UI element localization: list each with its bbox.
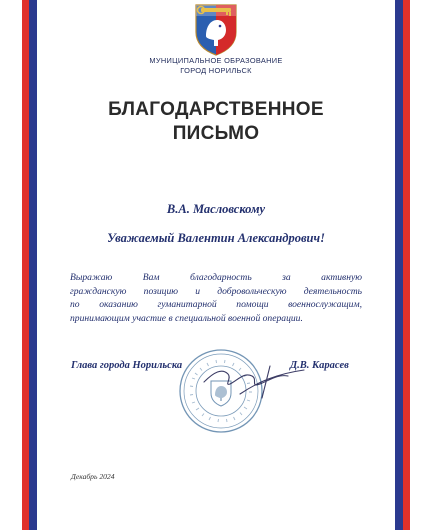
right-red-border <box>403 0 410 530</box>
letter-date: Декабрь 2024 <box>71 472 115 481</box>
letter-body <box>70 271 362 325</box>
letter-title <box>40 98 392 146</box>
letter-body-line: принимающим участие в специальной военной операции. <box>70 312 303 324</box>
organization-line2: ГОРОД НОРИЛЬСК <box>180 66 252 75</box>
letter-body-line: Выражаю Вам благодарность за активную <box>70 272 362 283</box>
right-blue-border <box>395 0 403 530</box>
organization-name <box>40 56 392 76</box>
greeting: Уважаемый Валентин Александрович! <box>107 231 325 245</box>
left-blue-border <box>29 0 37 530</box>
letter-title-line1: БЛАГОДАРСТВЕННОЕ <box>108 99 324 120</box>
norilsk-coat-of-arms-icon <box>193 2 239 56</box>
organization-line1: МУНИЦИПАЛЬНОЕ ОБРАЗОВАНИЕ <box>149 56 283 65</box>
signer-name: Д.В. Карасев <box>290 360 349 371</box>
letter-body-line: по оказанию гуманитарной помощи военнослужащим, <box>70 299 362 310</box>
left-red-border <box>22 0 29 530</box>
letter-title-line2: ПИСЬМО <box>172 123 260 144</box>
letter-body-line: гражданскую позицию и добровольческую деятельность <box>70 285 362 297</box>
signer-title: Глава города Норильска <box>71 360 183 371</box>
recipient-name: В.А. Масловскому <box>166 202 266 216</box>
